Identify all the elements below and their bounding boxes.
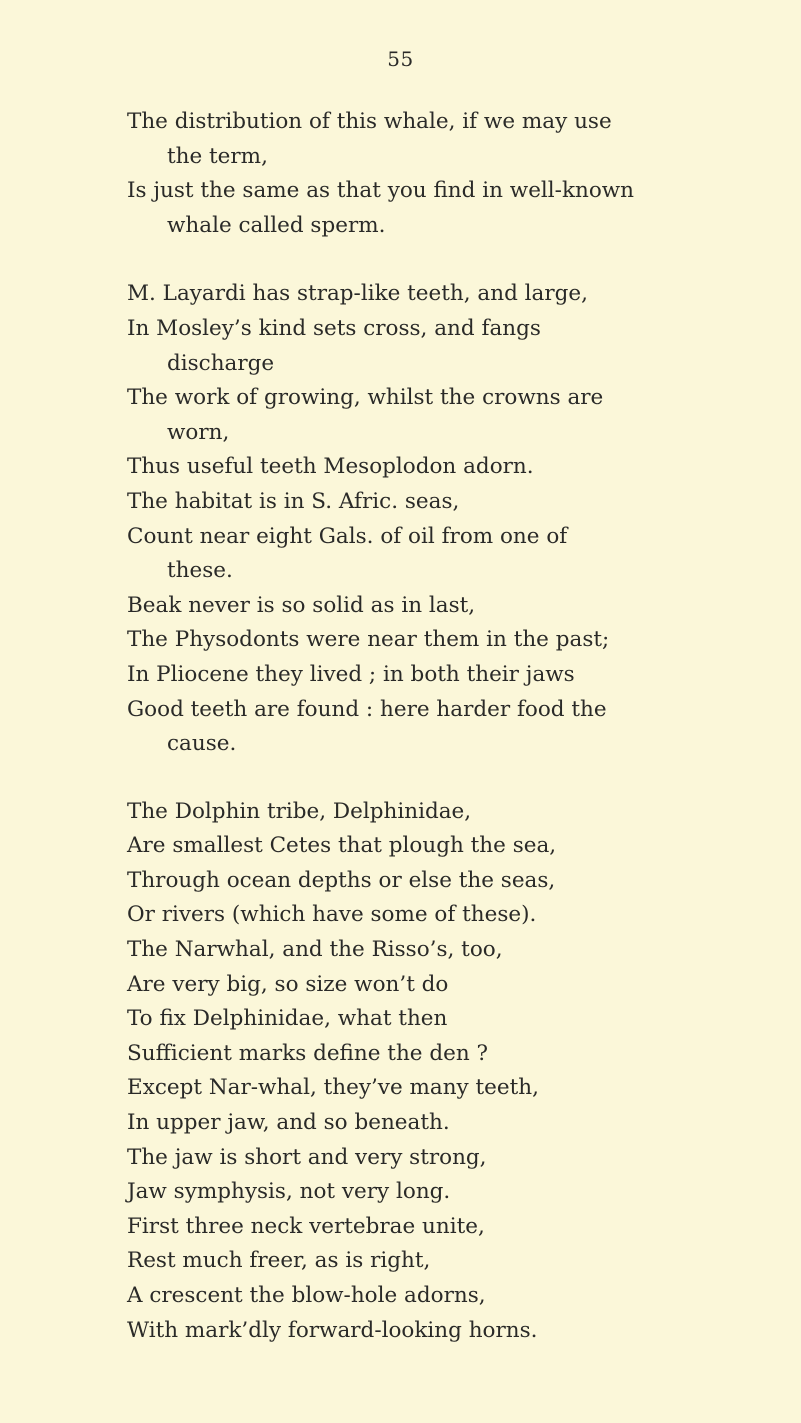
stanza-whale-distribution: [127, 105, 767, 243]
poem-line: The Narwhal, and the Risso’s, too,: [127, 937, 503, 963]
poem-line: Sufficient marks define the den ?: [127, 1040, 489, 1066]
poem-line: Good teeth are found : here harder food the: [127, 696, 607, 722]
poem-line: Jaw symphysis, not very long.: [127, 1179, 451, 1205]
poem-line: The work of growing, whilst the crowns are: [127, 385, 604, 411]
stanza-gap: [127, 762, 767, 795]
poem-line: Are smallest Cetes that plough the sea,: [127, 833, 557, 859]
poem-line: the term,: [167, 143, 268, 169]
poem-line: In Pliocene they lived ; in both their jaws: [127, 661, 575, 687]
stanza-dolphin-tribe: [127, 795, 767, 1349]
poem-line: cause.: [167, 731, 237, 757]
poem-line: whale called sperm.: [167, 212, 386, 238]
poem-line: In upper jaw, and so beneath.: [127, 1110, 450, 1136]
stanza-mesoplodon: [127, 277, 767, 761]
poem-line: Except Nar-whal, they’ve many teeth,: [127, 1075, 539, 1101]
poem-line: worn,: [167, 419, 230, 445]
poem-line: Is just the same as that you find in well-known: [127, 178, 635, 204]
stanza-gap: [127, 243, 767, 277]
poem-line: Or rivers (which have some of these).: [127, 902, 537, 928]
poem-line: With mark’dly forward-looking horns.: [127, 1317, 538, 1343]
poem-line: M. Layardi has strap-like teeth, and large,: [127, 281, 588, 307]
poem-line: To fix Delphinidae, what then: [127, 1006, 448, 1032]
poem-line: these.: [167, 558, 233, 584]
poem-line: The Physodonts were near them in the past;: [127, 627, 610, 653]
page-number: 55: [387, 47, 414, 71]
poem-line: Through ocean depths or else the seas,: [127, 867, 556, 893]
poem-line: Thus useful teeth Mesoplodon adorn.: [127, 454, 534, 480]
poem-text: [127, 105, 767, 1348]
poem-line: discharge: [167, 350, 275, 376]
poem-line: The distribution of this whale, if we may use: [127, 109, 612, 134]
poem-line: The Dolphin tribe, Delphinidae,: [127, 798, 472, 824]
poem-line: Count near eight Gals. of oil from one of: [127, 523, 568, 549]
poem-line: Beak never is so solid as in last,: [127, 592, 476, 618]
poem-line: Rest much freer, as is right,: [127, 1248, 431, 1274]
poem-line: A crescent the blow-hole adorns,: [127, 1283, 486, 1308]
poem-line: The jaw is short and very strong,: [127, 1144, 487, 1170]
poem-line: Are very big, so size won’t do: [127, 971, 449, 997]
poem-line: In Mosley’s kind sets cross, and fangs: [127, 315, 541, 341]
poem-line: First three neck vertebrae unite,: [127, 1213, 485, 1239]
poem-line: The habitat is in S. Afric. seas,: [127, 488, 460, 514]
